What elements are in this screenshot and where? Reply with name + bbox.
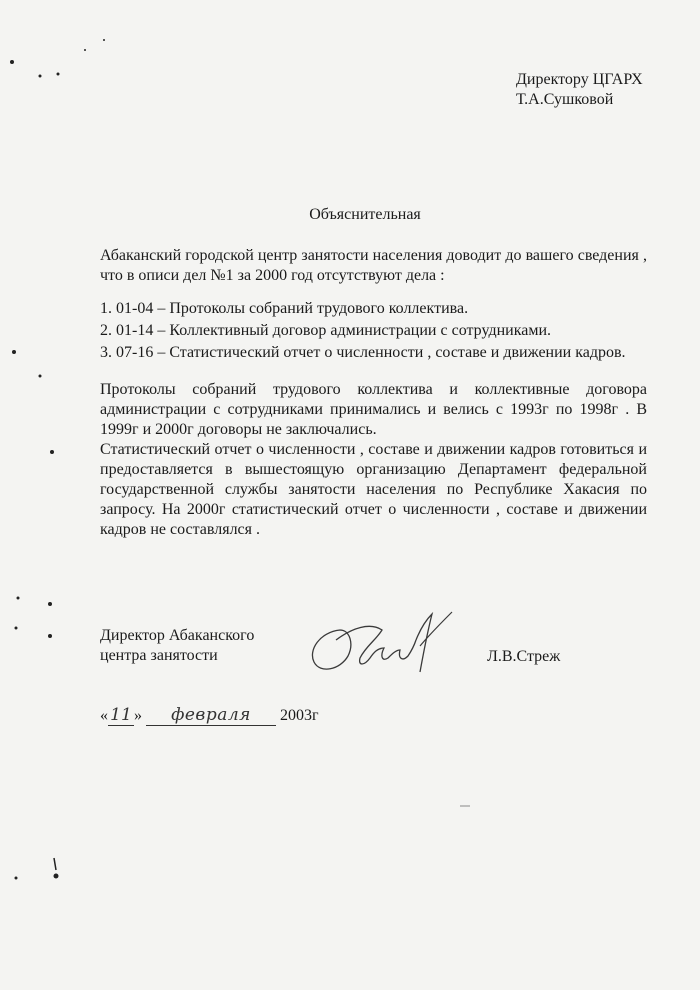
paragraph-protocols: Протоколы собраний трудового коллектива и коллективные договора администрации с сотрудниками принимались и велись с 1993г по 1998г . В 1999г и 2000г договоры не заключались. — [100, 381, 647, 438]
addressee-line-2: Т.А.Сушковой — [516, 91, 614, 108]
signer-position-line-2: центра занятости — [100, 647, 218, 664]
list-item: 3. 07-16 – Статистический отчет о численности , составе и движении кадров. — [100, 344, 626, 361]
list-item: 2. 01-14 – Коллективный договор администрации с сотрудниками. — [100, 322, 552, 339]
date-line — [100, 705, 319, 726]
signer-name: Л.В.Стреж — [487, 648, 561, 665]
date-close-quote: » — [134, 707, 142, 724]
date-month: февраля — [146, 705, 276, 726]
signer-position-line-1: Директор Абаканского — [100, 627, 255, 644]
date-day: 11 — [108, 705, 134, 726]
list-item: 1. 01-04 – Протоколы собраний трудового коллектива. — [100, 300, 469, 317]
paragraph-intro: Абаканский городской центр занятости населения доводит до вашего сведения , что в описи дел №1 за 2000 год отсутствуют дела : — [100, 247, 647, 284]
paragraph-statistics: Статистический отчет о численности , составе и движении кадров готовиться и предоставляется в вышестоящую организацию Департамент федеральной государственной службы занятости населения по Республике Хакасия по запросу. На 2000г статистический отчет о численности , составе и движении кадров не составлялся . — [100, 441, 647, 538]
date-open-quote: « — [100, 707, 108, 724]
handwritten-signature — [300, 600, 470, 690]
addressee-line-1: Директору ЦГАРХ — [516, 71, 643, 88]
addressee-block — [516, 70, 643, 110]
missing-items-list — [100, 298, 660, 364]
signer-position — [100, 626, 254, 666]
document-title: Объяснительная — [309, 206, 421, 223]
date-year: 2003г — [280, 707, 319, 724]
